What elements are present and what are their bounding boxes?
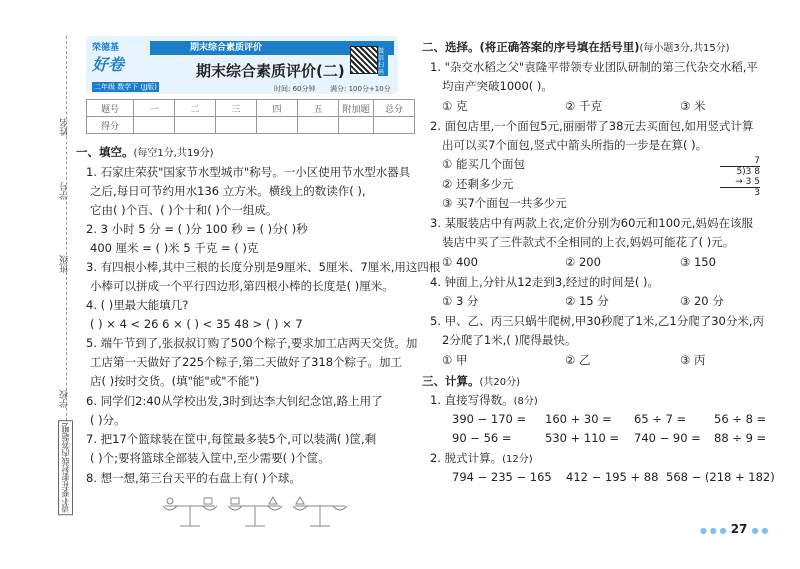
r1-option-2: ② 千克 xyxy=(565,99,602,113)
r4-option-3: ③ 20 分 xyxy=(680,294,724,308)
division-remainder: 3 xyxy=(720,187,760,198)
brand-name: 荣德基 xyxy=(92,43,120,53)
section-3-heading: 三、计算。 xyxy=(422,374,480,388)
r5-line-2: 2分爬了1米,( )爬得最快。 xyxy=(442,333,577,347)
r5-option-1: ① 甲 xyxy=(442,353,468,367)
score-header-row xyxy=(87,100,415,117)
calc-2-heading: 2. 脱式计算。 xyxy=(430,451,503,465)
score-header-cell: 二 xyxy=(175,100,216,117)
calc-1-r1-c1: 390 − 170 = xyxy=(452,412,527,426)
seal-note: 请不要在密封线内答题哦! xyxy=(58,420,73,515)
q5-line-3: 店( )按时交货。(填"能"或"不能") xyxy=(90,374,260,388)
r3-line-2: 装店中买了三件款式不全相同的上衣,妈妈可能花了( )元。 xyxy=(442,235,735,249)
q8-line-1: 8. 想一想,第三台天平的右盘上有( )个球。 xyxy=(86,471,301,485)
calc-2-item-3: 568 − (218 + 182) xyxy=(666,470,775,484)
long-division xyxy=(720,156,760,198)
calc-2-note: (12分) xyxy=(502,454,533,465)
page-number-block xyxy=(700,522,768,536)
division-product: → 3 5 xyxy=(735,177,760,187)
q4-line-1: 4. ( )里最大能填几? xyxy=(86,298,189,312)
calc-2-title xyxy=(430,451,533,467)
scale-2 xyxy=(228,497,282,526)
score-cell[interactable] xyxy=(339,117,374,134)
division-product-value: 3 5 xyxy=(745,177,760,187)
section-2-heading: 二、选择。(将正确答案的序号填在括号里) xyxy=(422,40,640,54)
class-label: 班级 xyxy=(60,255,70,273)
section-2-note: (每小题3分,共15分) xyxy=(639,43,730,54)
qr-code xyxy=(350,46,378,74)
calc-1-r1-c2: 160 + 30 = xyxy=(545,412,612,426)
score-row xyxy=(87,117,415,134)
r2-line-1: 2. 面包店里,一个面包5元,丽丽带了38元去买面包,如用竖式计算 xyxy=(430,119,754,133)
id-label: 学号 xyxy=(60,182,70,200)
score-cell[interactable] xyxy=(298,117,339,134)
r1-option-3: ③ 米 xyxy=(680,99,706,113)
q1-line-1: 1. 石家庄荣获"国家节水型城市"称号。一小区使用节水型水器具 xyxy=(86,165,411,179)
score-cell[interactable] xyxy=(374,117,415,134)
section-3-note: (共20分) xyxy=(479,377,521,388)
grade-tag: 二年级 数学下 (JJ版) xyxy=(94,83,158,91)
score-header-cell: 总分 xyxy=(374,100,415,117)
q5-line-1: 5. 端午节到了,张叔叔订购了500个粽子,要求加工店两天交货。加 xyxy=(86,336,418,350)
section-3-title xyxy=(422,374,520,390)
r2-option-2: ② 还剩多少元 xyxy=(442,177,514,191)
q3-line-1: 3. 有四根小棒,其中三根的长度分别是9厘米、5厘米、7厘米,用这四根 xyxy=(86,260,441,274)
calc-1-r2-c3: 740 − 90 = xyxy=(634,431,701,445)
q6-line-2: ( )分。 xyxy=(90,413,126,427)
q2-line-2: 400 厘米 = ( )米 5 千克 = ( )克 xyxy=(90,241,259,255)
r3-option-3: ③ 150 xyxy=(680,255,716,269)
r2-option-3: ③ 买7个面包一共多少元 xyxy=(442,196,567,210)
r1-option-1: ① 克 xyxy=(442,99,468,113)
q3-line-2: 小棒可以拼成一个平行四边形,第四根小棒的长度是( )厘米。 xyxy=(90,279,394,293)
q4-line-2: ( ) × 4 < 26 6 × ( ) < 35 48 > ( ) × 7 xyxy=(90,317,303,331)
qr-label: 微信扫码 xyxy=(378,48,388,76)
q6-line-1: 6. 同学们2:40从学校出发,3时到达李大钊纪念馆,路上用了 xyxy=(86,394,383,408)
score-cell[interactable] xyxy=(257,117,298,134)
calc-1-note: (8分) xyxy=(513,396,538,407)
r3-line-1: 3. 某服装店中有两款上衣,定价分别为60元和100元,妈妈在该服 xyxy=(430,216,754,230)
q7-line-1: 7. 把17个篮球装在筐中,每筐最多装5个,可以装满( )筐,剩 xyxy=(86,432,377,446)
section-2-title xyxy=(422,40,730,56)
name-label: 姓名 xyxy=(60,118,70,136)
brand-logo xyxy=(92,41,154,81)
school-label: 学校 xyxy=(60,390,70,408)
r4-option-1: ① 3 分 xyxy=(442,294,479,308)
score-header-cell: 三 xyxy=(216,100,257,117)
section-1-note: (每空1分,共19分) xyxy=(133,148,214,159)
page-number: 27 xyxy=(730,522,748,536)
score-header-cell: 四 xyxy=(257,100,298,117)
q5-line-2: 工店第一天做好了225个粽子,第二天做好了318个粽子。加工 xyxy=(90,355,403,369)
page-title: 期末综合素质评价(二) xyxy=(196,62,345,80)
score-header-cell: 附加题 xyxy=(339,100,374,117)
section-1-title xyxy=(76,145,214,161)
score-cell[interactable] xyxy=(134,117,175,134)
q7-line-2: ( )个;要将篮球全部装入筐中,至少需要( )个筐。 xyxy=(90,451,330,465)
r5-option-3: ③ 丙 xyxy=(680,353,706,367)
division-dividend: 5)3 8 xyxy=(720,166,760,177)
full-score-label: 满分: 100分+10分 xyxy=(330,85,391,93)
section-1-heading: 一、填空。 xyxy=(76,145,134,159)
score-table xyxy=(86,99,415,134)
q2-line-1: 2. 3 小时 5 分 = ( )分 100 秒 = ( )分( )秒 xyxy=(86,222,308,236)
scale-1 xyxy=(163,498,217,526)
score-row-label: 得分 xyxy=(87,117,134,134)
logo-text: 好卷 xyxy=(92,55,125,74)
r2-line-2: 出可以买7个面包,竖式中箭头所指的一步是在算( )。 xyxy=(442,138,708,152)
calc-1-title xyxy=(430,393,538,409)
binding-sidebar xyxy=(0,0,78,569)
calc-1-r2-c1: 90 − 56 = xyxy=(452,431,512,445)
division-quotient: 7 xyxy=(754,156,760,166)
r1-line-1: 1. "杂交水稻之父"袁隆平带领专业团队研制的第三代杂交水稻,平 xyxy=(430,60,758,74)
r2-option-1: ① 能买几个面包 xyxy=(442,157,525,171)
time-label: 时间: 60分钟 xyxy=(274,85,316,93)
header-bar-text: 期末综合素质评价 xyxy=(190,43,263,53)
scale-3 xyxy=(293,497,347,526)
r5-line-1: 5. 甲、乙、丙三只蜗牛爬树,甲30秒爬了1米,乙1分爬了30分米,丙 xyxy=(430,314,764,328)
r4-line-1: 4. 钟面上,分针从12走到3,经过的时间是( )。 xyxy=(430,275,660,289)
score-header-cell: 题号 xyxy=(87,100,134,117)
r5-option-2: ② 乙 xyxy=(565,353,591,367)
calc-1-r2-c4: 88 ÷ 9 = xyxy=(714,431,767,445)
score-cell[interactable] xyxy=(216,117,257,134)
calc-1-r1-c4: 56 ÷ 8 = xyxy=(714,412,767,426)
calc-2-item-2: 412 − 195 + 88 xyxy=(566,470,659,484)
balance-scales-illustration xyxy=(160,492,350,532)
calc-1-r2-c2: 530 + 110 = xyxy=(545,431,620,445)
r3-option-1: ① 400 xyxy=(442,255,478,269)
calc-1-heading: 1. 直接写得数。 xyxy=(430,393,514,407)
page-dots-right: ● ● xyxy=(751,526,769,535)
page-dots-left: ● ● ● xyxy=(700,526,727,535)
q1-line-3: 它由( )个百、( )个十和( )个一组成。 xyxy=(90,203,278,217)
calc-2-item-1: 794 − 235 − 165 xyxy=(452,470,552,484)
score-header-cell: 五 xyxy=(298,100,339,117)
r1-line-2: 均亩产突破1000( )。 xyxy=(442,79,553,93)
r4-option-2: ② 15 分 xyxy=(565,294,609,308)
score-cell[interactable] xyxy=(175,117,216,134)
calc-1-r1-c3: 65 ÷ 7 = xyxy=(634,412,687,426)
r3-option-2: ② 200 xyxy=(565,255,601,269)
q1-line-2: 之后,每日可节约用水136 立方米。横线上的数读作( ), xyxy=(90,184,366,198)
score-header-cell: 一 xyxy=(134,100,175,117)
